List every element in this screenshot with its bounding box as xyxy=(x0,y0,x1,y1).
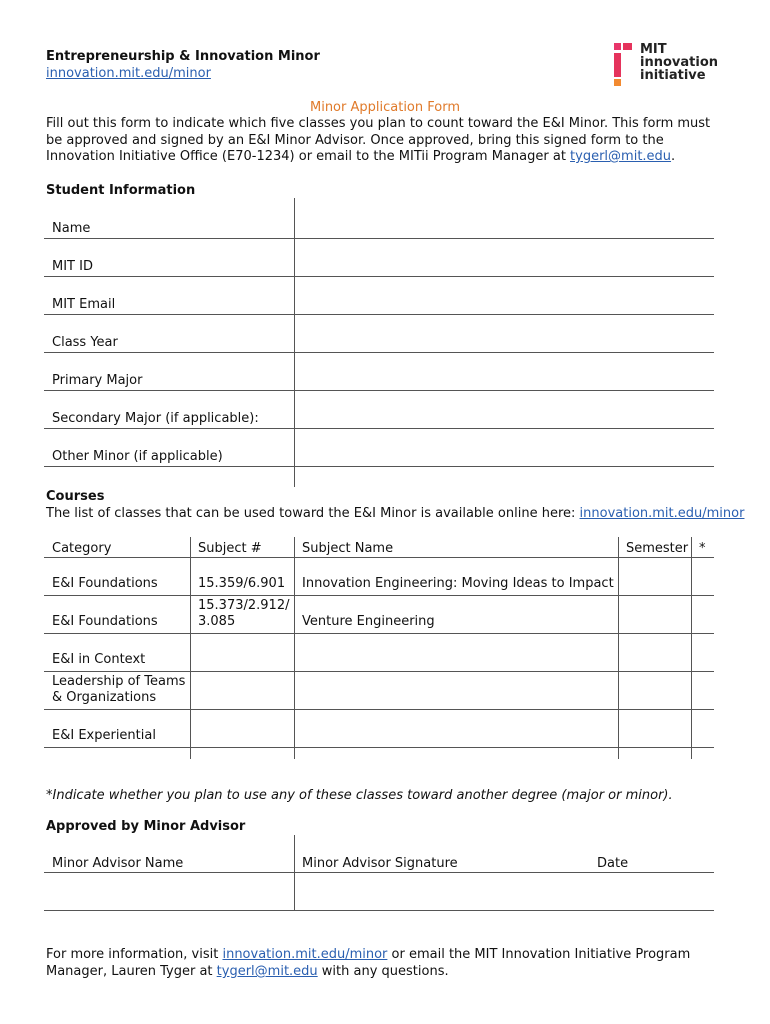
program-link[interactable]: innovation.mit.edu/minor xyxy=(46,66,211,81)
student-row-rule xyxy=(44,238,714,239)
student-row-rule xyxy=(44,352,714,353)
courses-cell-name: Innovation Engineering: Moving Ideas to Impact xyxy=(302,576,614,591)
student-row-rule xyxy=(44,276,714,277)
mit-innovation-logo xyxy=(614,43,724,87)
intro-text: Fill out this form to indicate which five classes you plan to count toward the E&I Minor. This form must be approved and signed by an E&I Minor Advisor. Once approved, bring this signed form to the Innovation Initiative Office (E70-1234) or email to the MITii Program Manager at xyxy=(46,116,711,164)
courses-row-rule xyxy=(44,595,714,596)
courses-cell-category: E&I Experiential xyxy=(52,728,156,743)
courses-cell-category: E&I in Context xyxy=(52,652,146,667)
footer-text-3: with any questions. xyxy=(317,964,449,979)
advisor-heading: Approved by Minor Advisor xyxy=(46,819,246,834)
courses-row-rule xyxy=(44,671,714,672)
student-field-label: Primary Major xyxy=(52,373,143,388)
footer-link[interactable]: innovation.mit.edu/minor xyxy=(222,947,388,962)
courses-column-header: * xyxy=(699,541,706,556)
courses-row-rule xyxy=(44,633,714,634)
courses-heading: Courses xyxy=(46,489,105,504)
courses-col-divider xyxy=(618,537,619,759)
student-field-label: Class Year xyxy=(52,335,118,350)
form-intro xyxy=(46,116,726,166)
intro-email-link[interactable]: tygerl@mit.edu xyxy=(570,149,672,164)
student-row-rule xyxy=(44,466,714,467)
footer-text-2: or email the MIT Innovation Initiative Program Manager, Lauren Tyger at xyxy=(46,947,691,979)
student-info-heading: Student Information xyxy=(46,183,196,198)
courses-col-divider xyxy=(294,537,295,759)
student-field-label: MIT ID xyxy=(52,259,93,274)
advisor-bottom-rule xyxy=(44,910,714,911)
courses-cell-category: Leadership of Teams & Organizations xyxy=(52,674,186,705)
footer-email-link[interactable]: tygerl@mit.edu xyxy=(216,964,318,979)
student-field-label: MIT Email xyxy=(52,297,116,312)
student-field-input[interactable] xyxy=(296,278,714,314)
student-row-rule xyxy=(44,390,714,391)
logo-text-line1: MIT xyxy=(640,42,667,57)
courses-column-header: Category xyxy=(52,541,112,556)
courses-cell-category: E&I Foundations xyxy=(52,576,158,591)
courses-cell-subject: 15.359/6.901 xyxy=(198,576,286,591)
courses-header-rule xyxy=(44,557,714,558)
courses-col-divider xyxy=(190,537,191,759)
student-field-input[interactable] xyxy=(296,354,714,390)
student-field-label: Other Minor (if applicable) xyxy=(52,449,223,464)
logo-text-line3: initiative xyxy=(640,68,706,83)
footer-text-1: For more information, visit xyxy=(46,947,223,962)
courses-row-rule xyxy=(44,747,714,748)
courses-row-rule xyxy=(44,709,714,710)
courses-col-divider xyxy=(691,537,692,759)
courses-note xyxy=(46,506,744,521)
logo-text-line2: innovation xyxy=(640,55,718,70)
program-title: Entrepreneurship & Innovation Minor xyxy=(46,49,320,64)
student-field-label: Name xyxy=(52,221,91,236)
courses-note-text: The list of classes that can be used toward the E&I Minor is available online here: xyxy=(46,506,580,521)
student-field-input[interactable] xyxy=(296,240,714,276)
intro-end: . xyxy=(671,149,676,164)
student-field-input[interactable] xyxy=(296,202,714,238)
courses-cell-subject: 15.373/2.912/ 3.085 xyxy=(198,598,290,629)
student-field-input[interactable] xyxy=(296,316,714,352)
courses-column-header: Semester xyxy=(626,541,689,556)
courses-cell-name: Venture Engineering xyxy=(302,614,435,629)
form-title: Minor Application Form xyxy=(309,100,460,115)
logo-top-shape xyxy=(623,43,632,50)
courses-footnote: *Indicate whether you plan to use any of these classes toward another degree (major or minor). xyxy=(46,788,673,803)
courses-note-link[interactable]: innovation.mit.edu/minor xyxy=(579,506,745,521)
student-row-rule xyxy=(44,314,714,315)
student-row-rule xyxy=(44,428,714,429)
advisor-date-label: Date xyxy=(597,856,629,871)
student-field-input[interactable] xyxy=(296,430,714,466)
footer-info xyxy=(46,946,726,980)
advisor-header-rule xyxy=(44,872,714,873)
student-field-input[interactable] xyxy=(296,392,714,428)
student-field-label: Secondary Major (if applicable): xyxy=(52,411,259,426)
logo-dot-shape xyxy=(614,43,621,50)
logo-bar-shape xyxy=(614,53,621,77)
advisor-name-label: Minor Advisor Name xyxy=(52,856,184,871)
logo-bottom-shape xyxy=(614,79,621,86)
courses-column-header: Subject Name xyxy=(302,541,394,556)
courses-cell-category: E&I Foundations xyxy=(52,614,158,629)
student-table-divider xyxy=(294,198,295,487)
advisor-signature-label: Minor Advisor Signature xyxy=(302,856,458,871)
courses-column-header: Subject # xyxy=(198,541,262,556)
